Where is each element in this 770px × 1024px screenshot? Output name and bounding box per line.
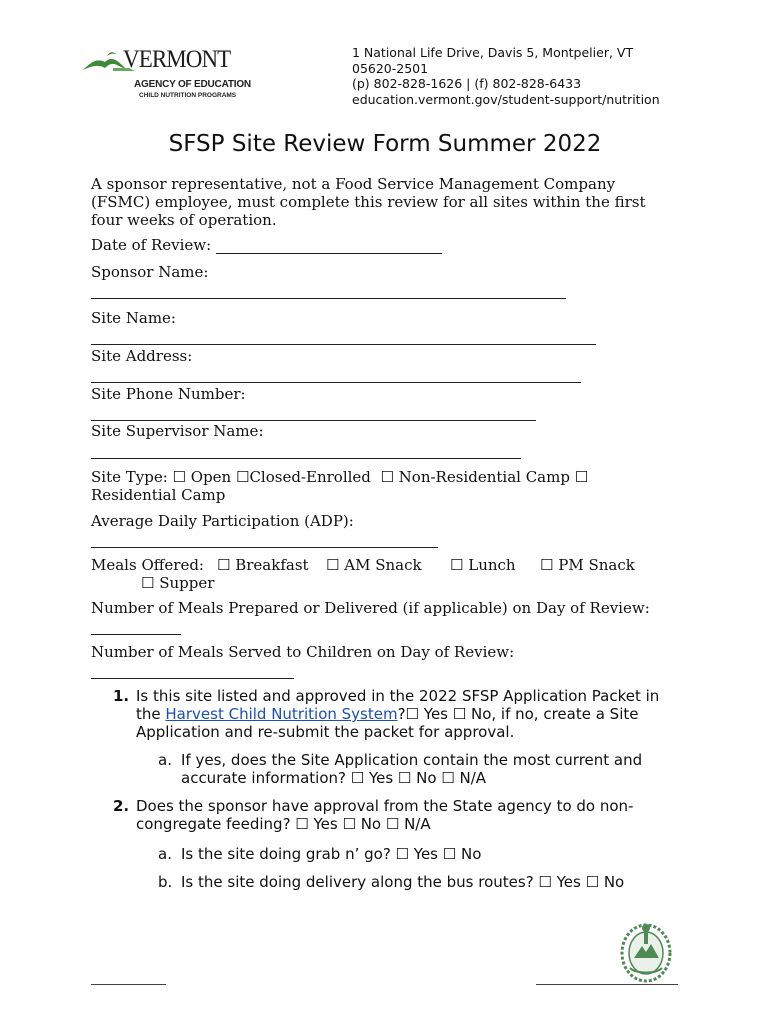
adp-label: Average Daily Participation (ADP): [91, 512, 354, 530]
pm-snack-checkbox[interactable]: ☐ [540, 556, 554, 574]
harvest-system-link[interactable]: Harvest Child Nutrition System [165, 705, 398, 723]
question-1a-line: accurate information? ☐ Yes ☐ No ☐ N/A [181, 769, 487, 787]
pm-snack-option[interactable] [540, 556, 635, 574]
logo-vermont-text: VERMONT [123, 46, 231, 73]
site-name-label: Site Name: [91, 309, 176, 327]
question-2-line: congregate feeding? ☐ Yes ☐ No ☐ N/A [136, 815, 431, 833]
question-1-line [136, 705, 659, 723]
question-1-options: ?☐ Yes ☐ No, if no, create a Site [397, 705, 639, 723]
meals-served-label: Number of Meals Served to Children on Day of Review: [91, 643, 515, 661]
date-of-review-label: Date of Review: [91, 236, 212, 254]
non-residential-camp-checkbox[interactable]: ☐ [380, 468, 394, 486]
lunch-option[interactable] [450, 556, 516, 574]
open-option-label: Open [190, 468, 232, 486]
breakfast-option[interactable] [217, 556, 309, 574]
footer-rule-left [91, 984, 166, 985]
question-2b: Is the site doing delivery along the bus routes? ☐ Yes ☐ No [181, 873, 625, 891]
breakfast-checkbox[interactable]: ☐ [217, 556, 231, 574]
vermont-seal-icon [616, 920, 676, 986]
intro-paragraph [91, 175, 646, 229]
site-type-label: Site Type: [91, 468, 168, 486]
supper-label: Supper [159, 574, 215, 592]
non-residential-camp-option-label: Non-Residential Camp [398, 468, 570, 486]
logo-program-text: CHILD NUTRITION PROGRAMS [139, 92, 237, 99]
site-supervisor-label: Site Supervisor Name: [91, 422, 264, 440]
address-block [352, 45, 660, 107]
site-supervisor-field[interactable] [91, 458, 521, 459]
intro-line: (FSMC) employee, must complete this review for all sites within the first [91, 193, 646, 211]
question-2-line: Does the sponsor have approval from the State agency to do non- [136, 797, 634, 815]
sponsor-name-label: Sponsor Name: [91, 263, 209, 281]
meals-prepared-field[interactable] [91, 634, 181, 635]
meals-offered-label [91, 556, 204, 574]
date-of-review-field[interactable] [216, 253, 442, 254]
open-checkbox[interactable]: ☐ [172, 468, 186, 486]
question-1-text: the [136, 705, 166, 723]
question-2a: Is the site doing grab n’ go? ☐ Yes ☐ No [181, 845, 482, 863]
meals-served-field[interactable] [91, 678, 294, 679]
lunch-label: Lunch [468, 556, 516, 574]
closed-enrolled-option-label: Closed-Enrolled [249, 468, 371, 486]
meals-prepared-label: Number of Meals Prepared or Delivered (if applicable) on Day of Review: [91, 599, 650, 617]
question-2 [136, 797, 633, 833]
breakfast-label: Breakfast [235, 556, 309, 574]
page-title: SFSP Site Review Form Summer 2022 [168, 131, 602, 157]
question-1 [136, 687, 659, 741]
pm-snack-label: PM Snack [558, 556, 635, 574]
address-line: 1 National Life Drive, Davis 5, Montpelier, VT [352, 45, 634, 60]
question-1a-label: a. [158, 751, 172, 769]
site-phone-field[interactable] [91, 420, 536, 421]
phone-line: (p) 802-828-1626 | (f) 802-828-6433 [352, 76, 582, 91]
footer-rule-right [536, 984, 678, 985]
am-snack-checkbox[interactable]: ☐ [326, 556, 340, 574]
vermont-aoe-logo [83, 48, 253, 104]
am-snack-option[interactable] [326, 556, 422, 574]
am-snack-label: AM Snack [344, 556, 422, 574]
supper-option[interactable] [141, 574, 214, 592]
site-type-row [91, 468, 588, 486]
question-2a-label: a. [158, 845, 172, 863]
residential-camp-option-label: Residential Camp [91, 486, 226, 504]
adp-field[interactable] [91, 547, 438, 548]
question-1a [181, 751, 642, 787]
site-address-field[interactable] [91, 382, 581, 383]
question-2-number: 2. [113, 797, 130, 815]
site-name-field[interactable] [91, 344, 596, 345]
residential-camp-checkbox[interactable]: ☐ [574, 468, 589, 486]
question-1-number: 1. [113, 687, 130, 705]
sponsor-name-field[interactable] [91, 298, 566, 299]
logo-agency-text: AGENCY OF EDUCATION [134, 79, 251, 90]
site-address-label: Site Address: [91, 347, 193, 365]
address-line: 05620-2501 [352, 60, 429, 76]
supper-checkbox[interactable]: ☐ [141, 574, 155, 592]
lunch-checkbox[interactable]: ☐ [450, 556, 464, 574]
question-1a-line: If yes, does the Site Application contain the most current and [181, 751, 643, 769]
intro-line: four weeks of operation. [91, 211, 277, 229]
question-1-line: Is this site listed and approved in the 2022 SFSP Application Packet in [136, 687, 660, 705]
question-2b-label: b. [158, 873, 173, 891]
meals-offered-label-text: Meals Offered: [91, 556, 204, 574]
closed-enrolled-checkbox[interactable]: ☐ [236, 468, 250, 486]
site-phone-label: Site Phone Number: [91, 385, 246, 403]
question-1-line: Application and re-submit the packet for approval. [136, 723, 515, 741]
website-line: education.vermont.gov/student-support/nutrition [352, 91, 660, 107]
intro-line: A sponsor representative, not a Food Service Management Company [91, 175, 616, 193]
